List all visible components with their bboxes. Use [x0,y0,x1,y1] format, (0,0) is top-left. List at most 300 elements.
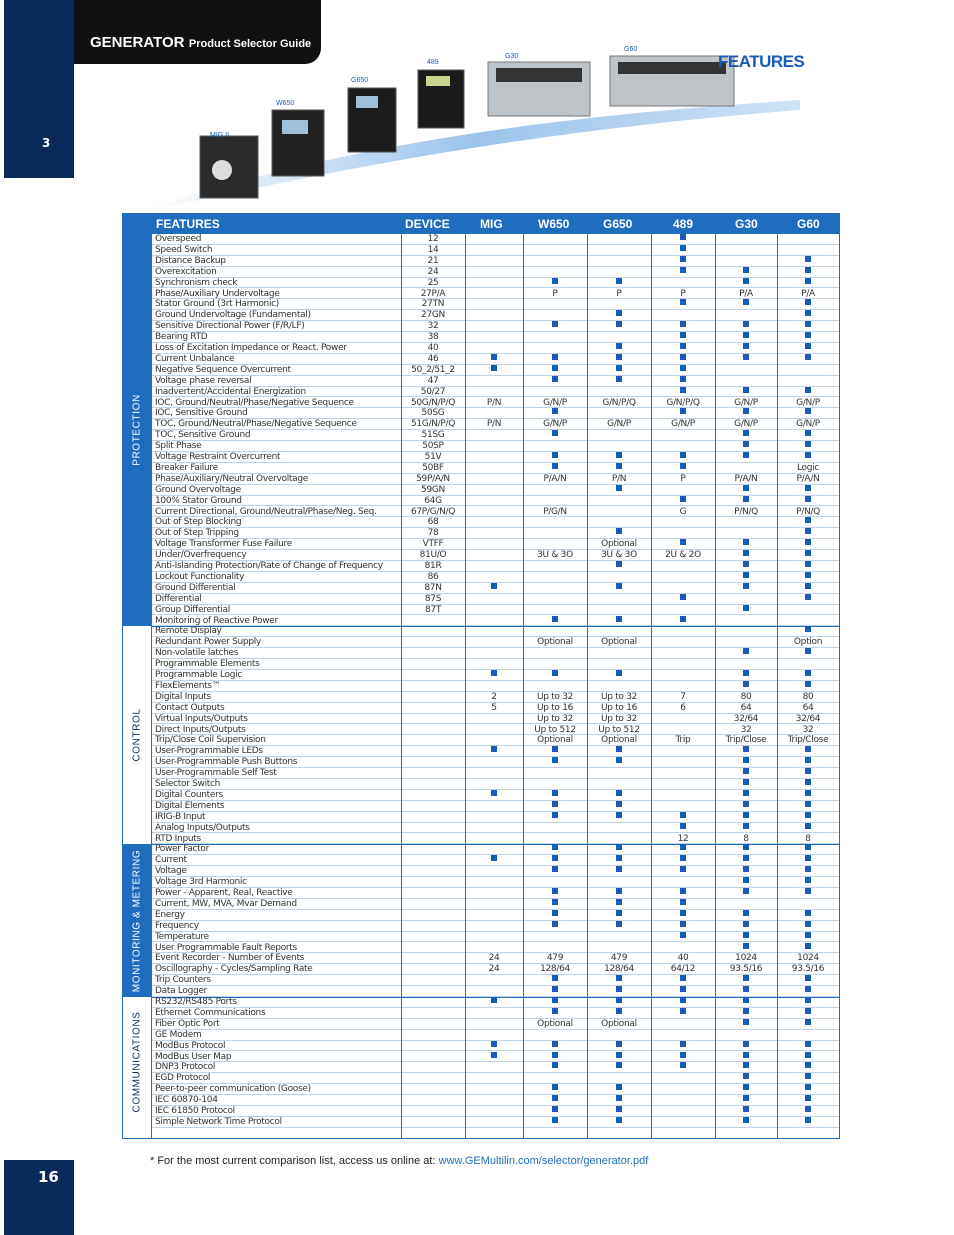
check-square-icon [616,1095,622,1101]
table-row [151,485,839,496]
check-square-icon [805,496,811,502]
value-cell [651,855,715,866]
value-cell [587,234,651,245]
value-cell [523,932,587,943]
check-square-icon [743,1052,749,1058]
table-row [151,626,839,637]
table-row [151,888,839,899]
value-cell: P/A [801,288,815,299]
value-cell [523,616,587,627]
value-cell [401,725,465,736]
value-cell [465,910,523,921]
check-square-icon [743,267,749,273]
value-cell [715,986,777,997]
value-cell [587,834,651,845]
value-cell [401,779,465,790]
value-cell [465,648,523,659]
feature-name-cell: Ground Differential [155,582,236,593]
table-row [151,561,839,572]
check-square-icon [805,583,811,589]
value-cell [777,910,839,921]
value-cell [777,387,839,398]
value-cell: P/A/N [543,473,567,484]
check-square-icon [616,310,622,316]
value-cell [523,430,587,441]
check-square-icon [743,343,749,349]
value-cell [465,659,523,670]
check-square-icon [805,1095,811,1101]
value-cell [651,376,715,387]
value-cell [523,1117,587,1128]
value-cell [523,528,587,539]
feature-name-cell: RS232/RS485 Ports [155,997,237,1007]
check-square-icon [616,321,622,327]
check-square-icon [680,321,686,327]
value-cell [523,1008,587,1019]
check-square-icon [805,921,811,927]
check-square-icon [805,267,811,273]
check-square-icon [743,670,749,676]
table-row [151,757,839,768]
value-cell [715,441,777,452]
value-cell [587,757,651,768]
value-cell [715,452,777,463]
value-cell: P/A/N [734,473,758,484]
value-cell [715,299,777,310]
table-row [151,964,839,975]
feature-name-cell: Negative Sequence Overcurrent [155,364,291,375]
value-cell [523,943,587,954]
value-cell [715,310,777,321]
value-cell: 47 [427,375,439,386]
value-cell [777,844,839,855]
feature-name-cell: Current Directional, Ground/Neutral/Phase/Neg. Seq. [155,506,377,517]
check-square-icon [743,354,749,360]
value-cell [523,517,587,528]
value-cell [465,877,523,888]
value-cell [651,310,715,321]
value-cell [777,823,839,834]
value-cell [715,616,777,627]
table-row [151,398,839,409]
check-square-icon [743,986,749,992]
feature-name-cell: Frequency [155,920,199,931]
value-cell [777,1041,839,1052]
value-cell [523,1106,587,1117]
table-row [151,943,839,954]
value-cell [777,855,839,866]
check-square-icon [616,561,622,567]
value-cell [523,365,587,376]
check-square-icon [680,1008,686,1014]
value-cell [651,626,715,637]
check-square-icon [805,1052,811,1058]
footnote-link[interactable]: www.GEMultilin.com/selector/generator.pdf [438,1155,649,1167]
feature-name-cell: Selector Switch [155,779,221,789]
value-cell [777,1073,839,1084]
check-square-icon [616,528,622,534]
check-square-icon [805,866,811,872]
value-cell: P/N [611,473,627,484]
value-cell [587,779,651,790]
value-cell [777,779,839,790]
table-row [151,899,839,910]
value-cell [715,1008,777,1019]
check-square-icon [805,823,811,829]
value-cell: P/N [486,397,502,408]
value-cell [523,986,587,997]
value-cell [587,256,651,267]
check-square-icon [616,997,622,1003]
value-cell [401,1030,465,1041]
table-row [151,975,839,986]
table-row [151,419,839,430]
value-cell: 78 [427,528,439,539]
feature-name-cell: Digital Counters [155,789,223,800]
value-cell [523,910,587,921]
value-cell [401,626,465,637]
value-cell: 87T [424,604,442,615]
check-square-icon [743,877,749,883]
check-square-icon [616,899,622,905]
value-cell [465,256,523,267]
column-header: 489 [673,217,694,231]
feature-name-cell: Programmable Elements [155,659,260,670]
check-square-icon [743,801,749,807]
value-cell: 479 [610,953,628,964]
check-square-icon [805,539,811,545]
check-square-icon [680,539,686,545]
check-square-icon [680,463,686,469]
value-cell [715,899,777,910]
value-cell [777,583,839,594]
value-cell: P/N [486,419,502,430]
value-cell [587,943,651,954]
value-cell [523,234,587,245]
value-cell [715,539,777,550]
value-cell: G/N/P [543,419,567,430]
value-cell [651,866,715,877]
value-cell: 12 [427,234,439,244]
value-cell: 32/64 [733,713,759,724]
value-cell [777,332,839,343]
value-cell: 67P/G/N/Q [410,506,456,517]
value-cell [401,735,465,746]
table-row [151,267,839,278]
column-divider [151,234,152,1138]
value-cell [651,986,715,997]
value-cell [523,975,587,986]
value-cell [777,485,839,496]
check-square-icon [552,1052,558,1058]
value-cell [523,877,587,888]
value-cell [401,1052,465,1063]
value-cell [401,1084,465,1095]
table-row [151,583,839,594]
check-square-icon [680,452,686,458]
check-square-icon [805,561,811,567]
check-square-icon [552,670,558,676]
feature-name-cell: Redundant Power Supply [155,637,261,648]
value-cell: 38 [427,332,439,343]
value-cell [777,997,839,1008]
check-square-icon [616,278,622,284]
feature-name-cell: Voltage Transformer Fuse Failure [155,539,292,550]
table-row [151,332,839,343]
value-cell [651,823,715,834]
value-cell [465,408,523,419]
table-row [151,441,839,452]
value-cell [465,430,523,441]
value-cell [777,1084,839,1095]
check-square-icon [552,354,558,360]
column-header: DEVICE [405,217,450,231]
value-cell [777,354,839,365]
value-cell [651,790,715,801]
feature-name-cell: Ground Undervoltage (Fundamental) [155,310,311,321]
check-square-icon [743,790,749,796]
value-cell [465,561,523,572]
value-cell [715,823,777,834]
feature-name-cell: Voltage phase reversal [155,375,252,386]
value-cell [651,343,715,354]
value-cell [523,321,587,332]
value-cell: 3U & 3O [601,550,637,561]
value-cell [651,321,715,332]
value-cell [715,768,777,779]
check-square-icon [680,354,686,360]
table-row [151,408,839,419]
value-cell [523,866,587,877]
value-cell [401,746,465,757]
value-cell [651,1052,715,1063]
check-square-icon [743,561,749,567]
value-cell [465,354,523,365]
column-divider [587,234,588,1138]
value-cell [777,1106,839,1117]
feature-name-cell: Inadvertent/Accidental Energization [155,386,306,397]
table-row [151,256,839,267]
value-cell [651,616,715,627]
check-square-icon [805,278,811,284]
value-cell [715,997,777,1008]
check-square-icon [680,256,686,262]
check-square-icon [805,430,811,436]
check-square-icon [805,746,811,752]
value-cell [465,1095,523,1106]
table-row [151,1117,839,1128]
value-cell [465,681,523,692]
value-cell: 50BF [422,462,444,473]
table-row [151,365,839,376]
check-square-icon [743,779,749,785]
value-cell [523,594,587,605]
value-cell [465,725,523,736]
value-cell [651,463,715,474]
value-cell [523,790,587,801]
check-square-icon [805,256,811,262]
check-square-icon [616,757,622,763]
value-cell [587,1062,651,1073]
check-square-icon [743,485,749,491]
check-square-icon [805,452,811,458]
value-cell [777,267,839,278]
product-images [150,40,810,210]
value-cell: 21 [427,255,439,266]
value-cell [715,943,777,954]
value-cell [715,844,777,855]
value-cell: P [616,288,622,299]
table-row [151,921,839,932]
value-cell [777,550,839,561]
value-cell [587,321,651,332]
feature-name-cell: Current, MW, MVA, Mvar Demand [155,898,297,909]
value-cell [523,801,587,812]
value-cell [465,365,523,376]
feature-name-cell: Under/Overfrequency [155,550,247,561]
value-cell [777,408,839,419]
check-square-icon [552,1084,558,1090]
value-cell [523,245,587,256]
feature-name-cell: Contact Outputs [155,702,225,713]
check-square-icon [491,790,497,796]
value-cell [715,1073,777,1084]
value-cell [651,430,715,441]
check-square-icon [552,1041,558,1047]
value-cell: 50SP [422,441,444,452]
value-cell [523,583,587,594]
check-square-icon [805,877,811,883]
table-row [151,844,839,855]
value-cell [587,888,651,899]
table-row [151,539,839,550]
table-row [151,823,839,834]
value-cell [715,670,777,681]
check-square-icon [743,496,749,502]
value-cell [401,986,465,997]
table-row [151,245,839,256]
value-cell: 81R [424,561,442,571]
value-cell [587,594,651,605]
value-cell: Option [793,637,823,648]
value-cell [651,1073,715,1084]
value-cell [465,1084,523,1095]
value-cell [715,496,777,507]
value-cell [651,528,715,539]
value-cell [777,899,839,910]
product-label-g650: G650 [351,77,369,84]
check-square-icon [743,1106,749,1112]
feature-name-cell: EGD Protocol [155,1073,211,1084]
value-cell [715,463,777,474]
section-label: COMMUNICATIONS [131,1011,143,1113]
check-square-icon [805,1084,811,1090]
check-square-icon [491,1052,497,1058]
value-cell [715,790,777,801]
check-square-icon [552,910,558,916]
value-cell: P/N/Q [796,506,820,517]
value-cell [523,899,587,910]
value-cell [401,637,465,648]
value-cell [401,1117,465,1128]
check-square-icon [743,452,749,458]
check-square-icon [805,1073,811,1079]
value-cell [465,583,523,594]
value-cell [465,779,523,790]
value-cell [587,616,651,627]
value-cell: G/N/P [671,419,695,430]
check-square-icon [491,354,497,360]
check-square-icon [743,888,749,894]
value-cell [465,343,523,354]
table-row [151,278,839,289]
value-cell [401,910,465,921]
value-cell [651,267,715,278]
value-cell [587,986,651,997]
feature-name-cell: User-Programmable Push Buttons [155,757,298,768]
section-number: 3 [42,136,51,150]
value-cell: Optional [601,735,637,746]
check-square-icon [616,485,622,491]
value-cell [715,975,777,986]
value-cell: Up to 32 [600,691,638,702]
value-cell [715,267,777,278]
check-square-icon [805,855,811,861]
value-cell [715,1084,777,1095]
value-cell [587,572,651,583]
value-cell: 80 [740,691,752,702]
feature-name-cell: Monitoring of Reactive Power [155,615,278,626]
value-cell [715,659,777,670]
value-cell [587,267,651,278]
check-square-icon [743,823,749,829]
value-cell [587,517,651,528]
value-cell [777,1062,839,1073]
check-square-icon [616,670,622,676]
feature-name-cell: Current Unbalance [155,353,235,364]
table-row [151,997,839,1008]
check-square-icon [491,583,497,589]
table-row [151,866,839,877]
check-square-icon [805,485,811,491]
value-cell [587,365,651,376]
column-header: G650 [603,217,633,231]
value-cell: Optional [537,637,573,648]
feature-name-cell: Analog Inputs/Outputs [155,822,250,833]
value-cell [777,921,839,932]
value-cell [777,626,839,637]
value-cell [401,855,465,866]
check-square-icon [805,354,811,360]
value-cell [587,1041,651,1052]
value-cell [465,790,523,801]
table-row [151,572,839,583]
value-cell: P [552,288,558,299]
check-square-icon [552,1106,558,1112]
value-cell [587,310,651,321]
check-square-icon [743,855,749,861]
value-cell [587,332,651,343]
value-cell: Up to 512 [598,724,640,735]
check-square-icon [805,626,811,632]
check-square-icon [616,1106,622,1112]
value-cell [523,1030,587,1041]
check-square-icon [680,888,686,894]
value-cell [651,408,715,419]
value-cell [777,452,839,463]
column-divider [465,234,466,1138]
check-square-icon [743,332,749,338]
